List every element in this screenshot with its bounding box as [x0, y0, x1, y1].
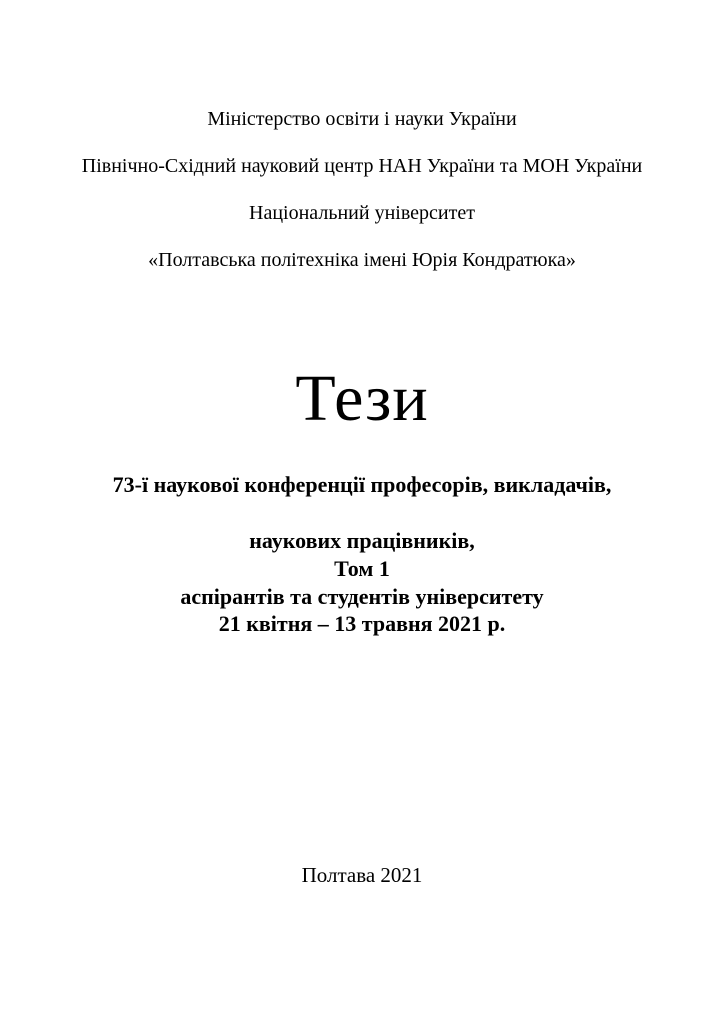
subtitle-line-2: наукових працівників, [249, 528, 475, 553]
subtitle-line-3: аспірантів та студентів університету [180, 584, 544, 609]
science-center-line: Північно-Східний науковий центр НАН України та МОН України [81, 154, 643, 177]
document-title: Тези [295, 362, 429, 435]
place-and-year: Полтава 2021 [301, 863, 423, 887]
conference-dates: 21 квітня – 13 травня 2021 р. [218, 611, 506, 636]
subtitle-line-1: 73-ї наукової конференції професорів, викладачів, [112, 472, 612, 497]
university-line: Національний університет [249, 201, 475, 224]
header-block [0, 84, 724, 296]
volume-label: Том 1 [334, 556, 390, 581]
institution-name-line: «Полтавська політехніка імені Юрія Кондратюка» [148, 248, 576, 271]
ministry-line: Міністерство освіти і науки України [207, 107, 517, 130]
